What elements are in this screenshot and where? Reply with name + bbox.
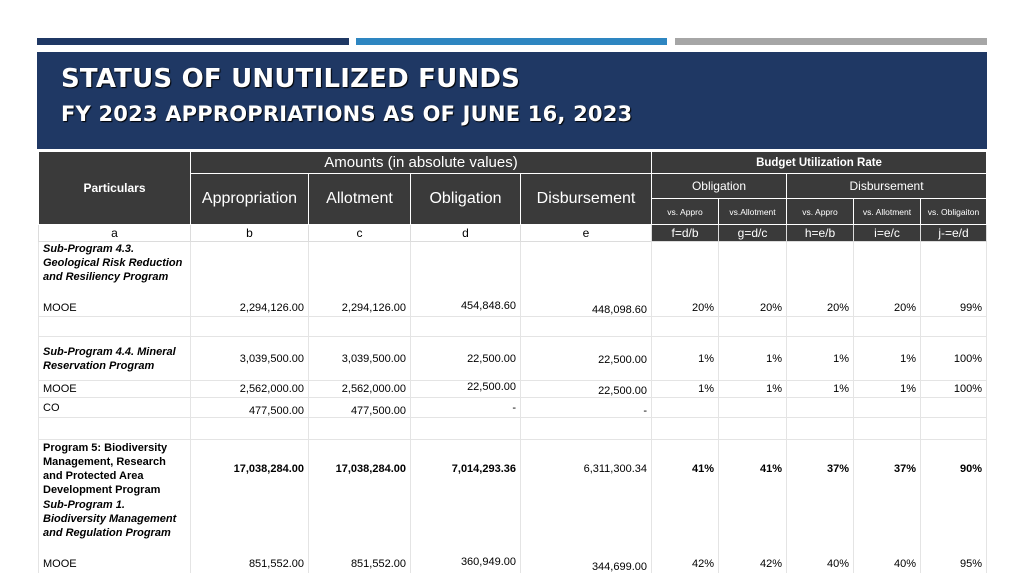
table-cell: 2,562,000.00	[191, 381, 309, 398]
header-disbursement: Disbursement	[521, 174, 652, 225]
header-vs-appro-obligation: vs. Appro	[652, 199, 719, 225]
table-cell: 20%	[652, 300, 719, 317]
table-cell: 1%	[854, 381, 921, 398]
table-cell: 1%	[787, 381, 854, 398]
header-vs-obligation: vs. Obligaiton	[921, 199, 987, 225]
table-cell: 2,562,000.00	[309, 381, 411, 398]
table-cell: 41%	[719, 440, 787, 498]
table-cell: 40%	[854, 556, 921, 573]
code-j: j-=e/d	[921, 225, 987, 242]
table-cell: 3,039,500.00	[309, 337, 411, 381]
row-label-subprogram-4-4: Sub-Program 4.4. Mineral Reservation Program	[39, 337, 191, 381]
table-cell: 95%	[921, 556, 987, 573]
table-cell: 1%	[652, 381, 719, 398]
table-cell: 22,500.00	[411, 337, 521, 381]
code-e: e	[521, 225, 652, 242]
table-cell: 1%	[854, 337, 921, 381]
table-cell: 20%	[719, 300, 787, 317]
table-cell: 851,552.00	[191, 556, 309, 573]
row-label-mooe: MOOE	[39, 300, 191, 317]
table-cell: 42%	[652, 556, 719, 573]
code-b: b	[191, 225, 309, 242]
table-cell: 17,038,284.00	[191, 440, 309, 498]
table-cell: 851,552.00	[309, 556, 411, 573]
table-cell: -	[521, 398, 652, 418]
slide-title: STATUS OF UNUTILIZED FUNDS	[61, 64, 521, 94]
row-label-co: CO	[39, 398, 191, 418]
header-appropriation: Appropriation	[191, 174, 309, 225]
table-cell: 2,294,126.00	[309, 300, 411, 317]
table-cell: 344,699.00	[521, 556, 652, 573]
header-allotment: Allotment	[309, 174, 411, 225]
header-particulars: Particulars	[39, 152, 191, 225]
table-cell: 40%	[787, 556, 854, 573]
table-cell: 90%	[921, 440, 987, 498]
code-d: d	[411, 225, 521, 242]
table-cell: 1%	[652, 337, 719, 381]
table-cell: 1%	[719, 337, 787, 381]
row-label-subprogram-1: Sub-Program 1. Biodiversity Management and Regulation Program	[39, 498, 191, 556]
table-cell: 448,098.60	[521, 300, 652, 317]
table-cell: 37%	[854, 440, 921, 498]
accent-bar-navy	[37, 38, 349, 45]
accent-bar-gray	[675, 38, 987, 45]
row-label-mooe: MOOE	[39, 381, 191, 398]
code-h: h=e/b	[787, 225, 854, 242]
header-rate-obligation: Obligation	[652, 174, 787, 199]
table-cell: 22,500.00	[521, 381, 652, 398]
row-label-mooe: MOOE	[39, 556, 191, 573]
header-rate-group: Budget Utilization Rate	[652, 152, 987, 174]
code-a: a	[39, 225, 191, 242]
table-cell: 41%	[652, 440, 719, 498]
code-c: c	[309, 225, 411, 242]
table-cell: 22,500.00	[411, 381, 521, 398]
table-cell: 477,500.00	[191, 398, 309, 418]
table-cell: 99%	[921, 300, 987, 317]
header-vs-allotment-disbursement: vs. Allotment	[854, 199, 921, 225]
table-cell: 20%	[787, 300, 854, 317]
header-vs-appro-disbursement: vs. Appro	[787, 199, 854, 225]
header-vs-allotment-obligation: vs.Allotment	[719, 199, 787, 225]
table-cell: 37%	[787, 440, 854, 498]
table-cell: 100%	[921, 381, 987, 398]
row-label-subprogram-4-3: Sub-Program 4.3. Geological Risk Reduction and Resiliency Program	[39, 242, 191, 300]
header-amounts-group: Amounts (in absolute values)	[191, 152, 652, 174]
table-cell: 22,500.00	[521, 337, 652, 381]
code-i: i=e/c	[854, 225, 921, 242]
table-cell: 17,038,284.00	[309, 440, 411, 498]
table-cell: 6,311,300.34	[521, 440, 652, 498]
table-cell: 2,294,126.00	[191, 300, 309, 317]
table-cell: 477,500.00	[309, 398, 411, 418]
slide-subtitle: FY 2023 APPROPRIATIONS AS OF JUNE 16, 2023	[61, 102, 633, 126]
header-rate-disbursement: Disbursement	[787, 174, 987, 199]
table-cell: -	[411, 398, 521, 418]
table-cell: 42%	[719, 556, 787, 573]
table-cell: 360,949.00	[411, 556, 521, 573]
funds-table	[38, 151, 987, 573]
table-cell: 3,039,500.00	[191, 337, 309, 381]
title-banner	[37, 52, 987, 149]
row-label-program-5: Program 5: Biodiversity Management, Research and Protected Area Development Program	[39, 440, 191, 498]
table-cell: 1%	[719, 381, 787, 398]
table-cell: 1%	[787, 337, 854, 381]
table-cell: 454,848.60	[411, 300, 521, 317]
table-cell: 7,014,293.36	[411, 440, 521, 498]
code-g: g=d/c	[719, 225, 787, 242]
table-cell: 100%	[921, 337, 987, 381]
code-f: f=d/b	[652, 225, 719, 242]
table-cell: 20%	[854, 300, 921, 317]
header-obligation: Obligation	[411, 174, 521, 225]
accent-bar-blue	[356, 38, 667, 45]
